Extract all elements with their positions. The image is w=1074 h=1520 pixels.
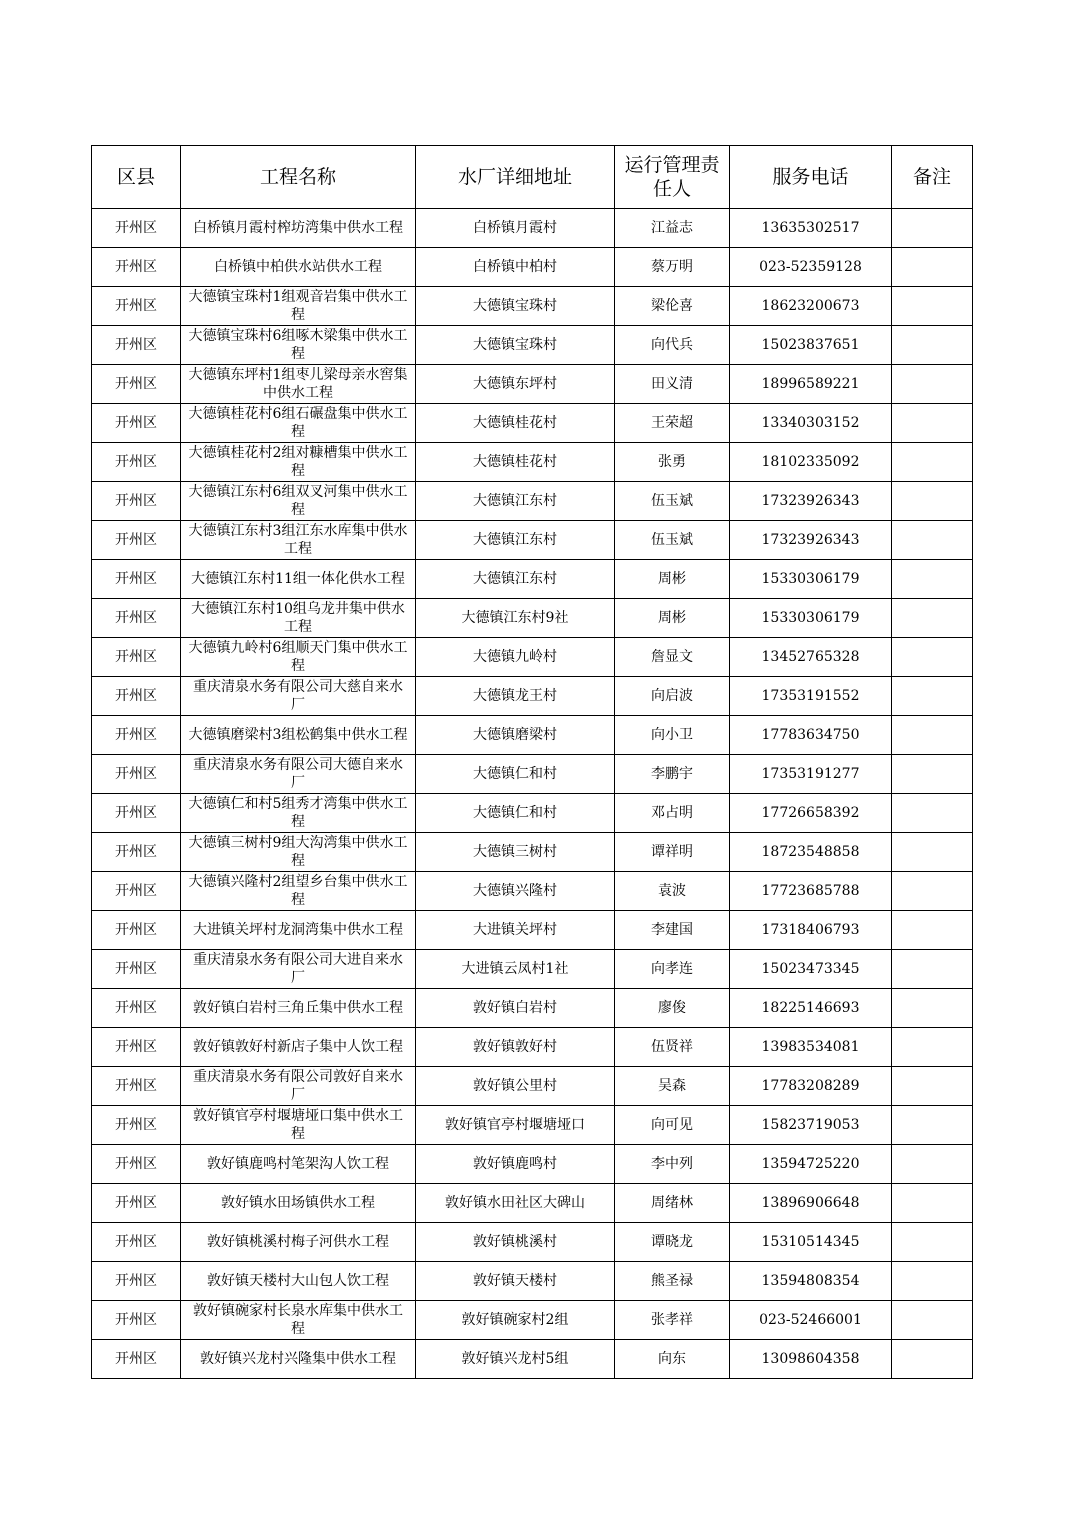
cell-plant-address: 大德镇江东村 <box>416 482 615 521</box>
cell-district: 开州区 <box>92 755 181 794</box>
cell-district: 开州区 <box>92 521 181 560</box>
cell-phone: 18102335092 <box>730 443 892 482</box>
table-row <box>92 599 973 638</box>
cell-remarks <box>892 1262 973 1301</box>
table-row <box>92 638 973 677</box>
cell-plant-address: 大德镇龙王村 <box>416 677 615 716</box>
cell-remarks <box>892 599 973 638</box>
cell-manager: 江益志 <box>615 209 730 248</box>
cell-manager: 伍玉斌 <box>615 521 730 560</box>
table-row <box>92 1301 973 1340</box>
table-row <box>92 1340 973 1379</box>
cell-remarks <box>892 248 973 287</box>
cell-plant-address: 白桥镇月霞村 <box>416 209 615 248</box>
cell-project-name: 大德镇江东村10组乌龙井集中供水工程 <box>181 599 416 638</box>
table-row <box>92 443 973 482</box>
cell-project-name: 敦好镇鹿鸣村笔架沟人饮工程 <box>181 1145 416 1184</box>
cell-project-name: 大德镇桂花村2组对糠槽集中供水工程 <box>181 443 416 482</box>
cell-phone: 13896906648 <box>730 1184 892 1223</box>
cell-phone: 15310514345 <box>730 1223 892 1262</box>
header-project-name: 工程名称 <box>181 146 416 209</box>
cell-phone: 17723685788 <box>730 872 892 911</box>
cell-project-name: 大德镇江东村3组江东水库集中供水工程 <box>181 521 416 560</box>
cell-manager: 李中列 <box>615 1145 730 1184</box>
header-district: 区县 <box>92 146 181 209</box>
water-supply-table <box>91 145 973 1379</box>
cell-manager: 向代兵 <box>615 326 730 365</box>
cell-project-name: 重庆清泉水务有限公司大进自来水厂 <box>181 950 416 989</box>
cell-manager: 伍玉斌 <box>615 482 730 521</box>
cell-manager: 向小卫 <box>615 716 730 755</box>
table-row <box>92 248 973 287</box>
cell-plant-address: 大德镇江东村 <box>416 560 615 599</box>
cell-plant-address: 大德镇宝珠村 <box>416 287 615 326</box>
table-row <box>92 794 973 833</box>
cell-phone: 13340303152 <box>730 404 892 443</box>
table-row <box>92 1184 973 1223</box>
cell-manager: 李建国 <box>615 911 730 950</box>
cell-remarks <box>892 716 973 755</box>
cell-manager: 田义清 <box>615 365 730 404</box>
table-row <box>92 872 973 911</box>
cell-project-name: 大德镇九岭村6组顺天门集中供水工程 <box>181 638 416 677</box>
cell-district: 开州区 <box>92 716 181 755</box>
cell-phone: 17353191552 <box>730 677 892 716</box>
cell-manager: 詹显文 <box>615 638 730 677</box>
cell-project-name: 敦好镇碗家村长泉水库集中供水工程 <box>181 1301 416 1340</box>
cell-phone: 15823719053 <box>730 1106 892 1145</box>
table-row <box>92 1067 973 1106</box>
cell-phone: 13635302517 <box>730 209 892 248</box>
cell-plant-address: 敦好镇兴龙村5组 <box>416 1340 615 1379</box>
cell-manager: 向可见 <box>615 1106 730 1145</box>
cell-plant-address: 大德镇仁和村 <box>416 755 615 794</box>
cell-remarks <box>892 560 973 599</box>
cell-phone: 17726658392 <box>730 794 892 833</box>
cell-plant-address: 敦好镇桃溪村 <box>416 1223 615 1262</box>
cell-phone: 18996589221 <box>730 365 892 404</box>
cell-district: 开州区 <box>92 1262 181 1301</box>
cell-district: 开州区 <box>92 560 181 599</box>
cell-remarks <box>892 521 973 560</box>
cell-project-name: 白桥镇月霞村榨坊湾集中供水工程 <box>181 209 416 248</box>
table-row <box>92 911 973 950</box>
header-manager: 运行管理责任人 <box>615 146 730 209</box>
cell-district: 开州区 <box>92 911 181 950</box>
cell-district: 开州区 <box>92 1223 181 1262</box>
cell-phone: 15023837651 <box>730 326 892 365</box>
cell-manager: 向东 <box>615 1340 730 1379</box>
header-phone: 服务电话 <box>730 146 892 209</box>
cell-project-name: 大德镇兴隆村2组望乡台集中供水工程 <box>181 872 416 911</box>
cell-manager: 王荣超 <box>615 404 730 443</box>
cell-phone: 17353191277 <box>730 755 892 794</box>
cell-district: 开州区 <box>92 209 181 248</box>
cell-district: 开州区 <box>92 1067 181 1106</box>
cell-remarks <box>892 1184 973 1223</box>
cell-project-name: 大德镇东坪村1组枣儿梁母亲水窖集中供水工程 <box>181 365 416 404</box>
cell-phone: 18723548858 <box>730 833 892 872</box>
cell-project-name: 敦好镇白岩村三角丘集中供水工程 <box>181 989 416 1028</box>
cell-district: 开州区 <box>92 326 181 365</box>
cell-remarks <box>892 950 973 989</box>
cell-phone: 023-52359128 <box>730 248 892 287</box>
cell-plant-address: 大进镇云凤村1社 <box>416 950 615 989</box>
cell-manager: 李鹏宇 <box>615 755 730 794</box>
table-row <box>92 1106 973 1145</box>
cell-remarks <box>892 482 973 521</box>
table-row <box>92 716 973 755</box>
cell-remarks <box>892 1301 973 1340</box>
cell-remarks <box>892 1106 973 1145</box>
cell-district: 开州区 <box>92 989 181 1028</box>
cell-project-name: 大德镇磨梁村3组松鹤集中供水工程 <box>181 716 416 755</box>
cell-project-name: 重庆清泉水务有限公司大慈自来水厂 <box>181 677 416 716</box>
cell-district: 开州区 <box>92 599 181 638</box>
cell-district: 开州区 <box>92 287 181 326</box>
cell-manager: 向启波 <box>615 677 730 716</box>
cell-district: 开州区 <box>92 1028 181 1067</box>
table-body <box>92 209 973 1379</box>
cell-district: 开州区 <box>92 1106 181 1145</box>
table-row <box>92 326 973 365</box>
cell-manager: 邓占明 <box>615 794 730 833</box>
cell-district: 开州区 <box>92 248 181 287</box>
cell-project-name: 大进镇关坪村龙洞湾集中供水工程 <box>181 911 416 950</box>
cell-phone: 13983534081 <box>730 1028 892 1067</box>
cell-remarks <box>892 365 973 404</box>
cell-manager: 袁波 <box>615 872 730 911</box>
cell-district: 开州区 <box>92 1340 181 1379</box>
table-row <box>92 1223 973 1262</box>
cell-phone: 17783208289 <box>730 1067 892 1106</box>
cell-plant-address: 敦好镇鹿鸣村 <box>416 1145 615 1184</box>
cell-project-name: 敦好镇兴龙村兴隆集中供水工程 <box>181 1340 416 1379</box>
cell-plant-address: 大德镇九岭村 <box>416 638 615 677</box>
table-row <box>92 677 973 716</box>
cell-plant-address: 大德镇桂花村 <box>416 443 615 482</box>
cell-project-name: 重庆清泉水务有限公司敦好自来水厂 <box>181 1067 416 1106</box>
cell-plant-address: 白桥镇中柏村 <box>416 248 615 287</box>
cell-plant-address: 敦好镇公里村 <box>416 1067 615 1106</box>
cell-phone: 17323926343 <box>730 482 892 521</box>
cell-remarks <box>892 1028 973 1067</box>
cell-phone: 13452765328 <box>730 638 892 677</box>
header-row <box>92 146 973 209</box>
cell-project-name: 大德镇江东村6组双叉河集中供水工程 <box>181 482 416 521</box>
table-row <box>92 1028 973 1067</box>
table-row <box>92 482 973 521</box>
cell-phone: 15330306179 <box>730 599 892 638</box>
cell-remarks <box>892 326 973 365</box>
table-row <box>92 209 973 248</box>
cell-phone: 17318406793 <box>730 911 892 950</box>
cell-manager: 周绪林 <box>615 1184 730 1223</box>
cell-plant-address: 大德镇仁和村 <box>416 794 615 833</box>
table-row <box>92 1262 973 1301</box>
table-row <box>92 950 973 989</box>
cell-district: 开州区 <box>92 1301 181 1340</box>
cell-district: 开州区 <box>92 950 181 989</box>
cell-manager: 吴森 <box>615 1067 730 1106</box>
cell-plant-address: 大德镇江东村 <box>416 521 615 560</box>
cell-manager: 谭祥明 <box>615 833 730 872</box>
table-row <box>92 521 973 560</box>
table-row <box>92 404 973 443</box>
cell-project-name: 敦好镇官亭村堰塘垭口集中供水工程 <box>181 1106 416 1145</box>
cell-project-name: 大德镇宝珠村1组观音岩集中供水工程 <box>181 287 416 326</box>
cell-phone: 023-52466001 <box>730 1301 892 1340</box>
table-row <box>92 989 973 1028</box>
cell-manager: 熊圣禄 <box>615 1262 730 1301</box>
cell-phone: 18623200673 <box>730 287 892 326</box>
cell-phone: 13594725220 <box>730 1145 892 1184</box>
cell-remarks <box>892 794 973 833</box>
cell-district: 开州区 <box>92 833 181 872</box>
cell-remarks <box>892 404 973 443</box>
cell-project-name: 大德镇宝珠村6组啄木梁集中供水工程 <box>181 326 416 365</box>
cell-district: 开州区 <box>92 872 181 911</box>
cell-project-name: 大德镇桂花村6组石碾盘集中供水工程 <box>181 404 416 443</box>
cell-project-name: 重庆清泉水务有限公司大德自来水厂 <box>181 755 416 794</box>
cell-remarks <box>892 1340 973 1379</box>
table-row <box>92 833 973 872</box>
cell-remarks <box>892 638 973 677</box>
cell-phone: 13098604358 <box>730 1340 892 1379</box>
cell-phone: 17783634750 <box>730 716 892 755</box>
cell-phone: 13594808354 <box>730 1262 892 1301</box>
cell-plant-address: 敦好镇白岩村 <box>416 989 615 1028</box>
cell-district: 开州区 <box>92 1145 181 1184</box>
cell-district: 开州区 <box>92 677 181 716</box>
cell-remarks <box>892 677 973 716</box>
cell-plant-address: 大德镇宝珠村 <box>416 326 615 365</box>
cell-remarks <box>892 872 973 911</box>
cell-plant-address: 敦好镇水田社区大碑山 <box>416 1184 615 1223</box>
cell-project-name: 大德镇江东村11组一体化供水工程 <box>181 560 416 599</box>
cell-manager: 周彬 <box>615 560 730 599</box>
cell-project-name: 白桥镇中柏供水站供水工程 <box>181 248 416 287</box>
table-row <box>92 365 973 404</box>
table-row <box>92 755 973 794</box>
cell-plant-address: 敦好镇碗家村2组 <box>416 1301 615 1340</box>
cell-remarks <box>892 755 973 794</box>
cell-remarks <box>892 911 973 950</box>
header-plant-address: 水厂详细地址 <box>416 146 615 209</box>
cell-project-name: 大德镇仁和村5组秀才湾集中供水工程 <box>181 794 416 833</box>
cell-remarks <box>892 209 973 248</box>
cell-phone: 15330306179 <box>730 560 892 599</box>
cell-remarks <box>892 989 973 1028</box>
cell-remarks <box>892 1223 973 1262</box>
cell-manager: 向孝连 <box>615 950 730 989</box>
cell-remarks <box>892 1067 973 1106</box>
cell-remarks <box>892 287 973 326</box>
cell-project-name: 敦好镇敦好村新店子集中人饮工程 <box>181 1028 416 1067</box>
cell-plant-address: 大德镇三树村 <box>416 833 615 872</box>
cell-project-name: 大德镇三树村9组大沟湾集中供水工程 <box>181 833 416 872</box>
cell-plant-address: 敦好镇敦好村 <box>416 1028 615 1067</box>
cell-district: 开州区 <box>92 404 181 443</box>
cell-district: 开州区 <box>92 794 181 833</box>
table-row <box>92 287 973 326</box>
cell-plant-address: 大进镇关坪村 <box>416 911 615 950</box>
cell-plant-address: 大德镇东坪村 <box>416 365 615 404</box>
cell-manager: 张孝祥 <box>615 1301 730 1340</box>
cell-plant-address: 大德镇江东村9社 <box>416 599 615 638</box>
cell-manager: 伍贤祥 <box>615 1028 730 1067</box>
cell-plant-address: 敦好镇官亭村堰塘垭口 <box>416 1106 615 1145</box>
cell-plant-address: 大德镇磨梁村 <box>416 716 615 755</box>
cell-manager: 谭晓龙 <box>615 1223 730 1262</box>
cell-manager: 周彬 <box>615 599 730 638</box>
cell-plant-address: 大德镇桂花村 <box>416 404 615 443</box>
cell-district: 开州区 <box>92 365 181 404</box>
cell-phone: 15023473345 <box>730 950 892 989</box>
cell-remarks <box>892 1145 973 1184</box>
cell-district: 开州区 <box>92 638 181 677</box>
table-row <box>92 560 973 599</box>
cell-project-name: 敦好镇水田场镇供水工程 <box>181 1184 416 1223</box>
cell-manager: 张勇 <box>615 443 730 482</box>
cell-plant-address: 大德镇兴隆村 <box>416 872 615 911</box>
cell-district: 开州区 <box>92 482 181 521</box>
cell-manager: 廖俊 <box>615 989 730 1028</box>
cell-remarks <box>892 443 973 482</box>
cell-plant-address: 敦好镇天楼村 <box>416 1262 615 1301</box>
table-row <box>92 1145 973 1184</box>
cell-manager: 蔡万明 <box>615 248 730 287</box>
cell-project-name: 敦好镇桃溪村梅子河供水工程 <box>181 1223 416 1262</box>
cell-phone: 17323926343 <box>730 521 892 560</box>
cell-remarks <box>892 833 973 872</box>
header-remarks: 备注 <box>892 146 973 209</box>
cell-manager: 梁伦喜 <box>615 287 730 326</box>
cell-district: 开州区 <box>92 443 181 482</box>
cell-district: 开州区 <box>92 1184 181 1223</box>
cell-project-name: 敦好镇天楼村大山包人饮工程 <box>181 1262 416 1301</box>
cell-phone: 18225146693 <box>730 989 892 1028</box>
